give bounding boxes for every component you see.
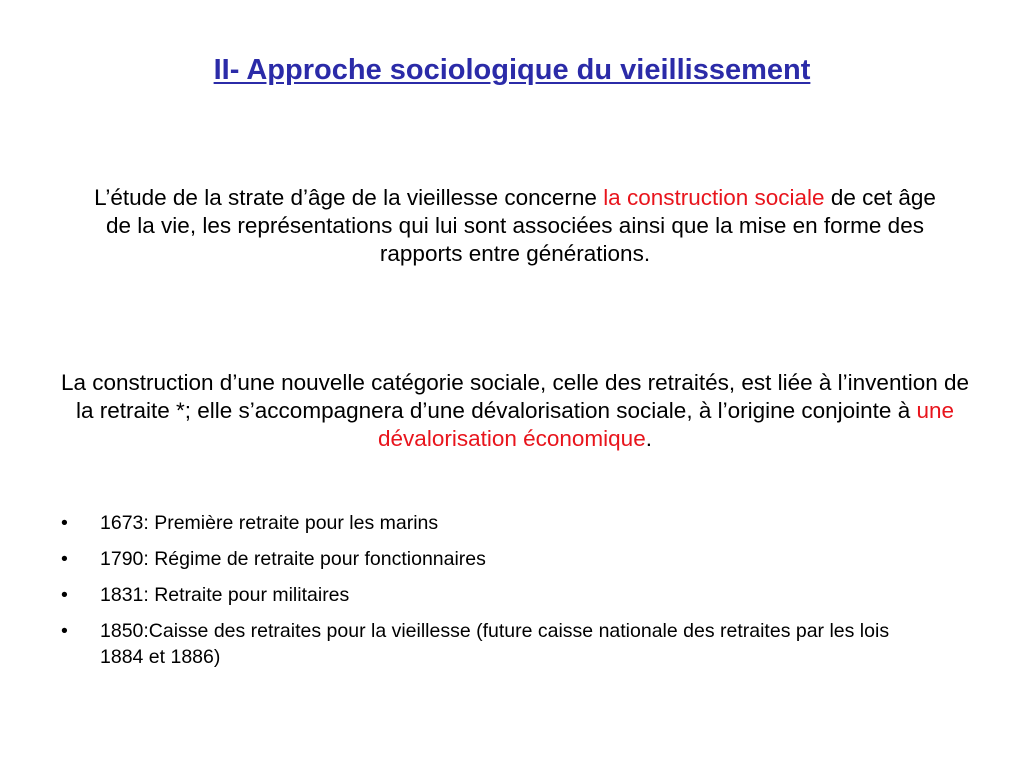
list-item-text: 1790: Régime de retraite pour fonctionnaires <box>100 548 486 570</box>
list-item-text: 1850:Caisse des retraites pour la vieillesse (future caisse nationale des retraites par les lois 1884 et 1886) <box>100 620 890 668</box>
list-item <box>55 510 935 536</box>
paragraph2-highlight: une dévalorisation économique <box>378 398 955 451</box>
list-item-text: 1831: Retraite pour militaires <box>100 584 350 606</box>
list-item <box>55 582 935 608</box>
bullet-icon: • <box>61 620 68 642</box>
bullet-icon: • <box>61 512 68 534</box>
list-item <box>55 618 935 670</box>
bullet-icon: • <box>61 548 68 570</box>
paragraph-retirees-category <box>55 369 975 453</box>
paragraph1-text-after: de cet âge de la vie, les représentations qui lui sont associées ainsi que la mise en forme des rapports entre générations. <box>106 185 936 266</box>
bullet-icon: • <box>61 584 68 606</box>
list-item-text: 1673: Première retraite pour les marins <box>100 512 439 534</box>
paragraph-social-construction <box>90 184 940 268</box>
retirement-history-list <box>55 510 935 680</box>
slide-title: II- Approche sociologique du vieillissement <box>213 54 811 86</box>
paragraph1-highlight: la construction sociale <box>603 185 825 210</box>
paragraph2-text-after: . <box>645 426 652 451</box>
paragraph2-text-before: La construction d’une nouvelle catégorie sociale, celle des retraités, est liée à l’invention de la retraite *; elle s’accompagnera d’une dévalorisation sociale, à l’origine conjointe à <box>60 370 970 423</box>
list-item <box>55 546 935 572</box>
paragraph1-text-before: L’étude de la strate d’âge de la vieillesse concerne <box>94 185 604 210</box>
